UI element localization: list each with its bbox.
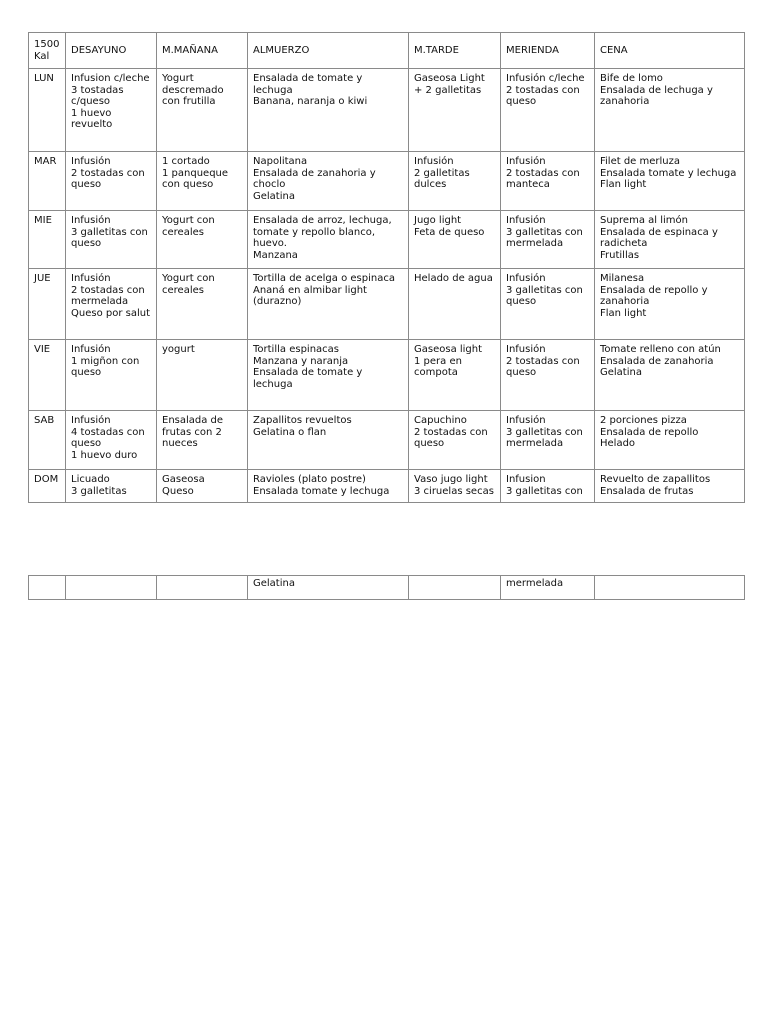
media-manana-cell: yogurt [157, 340, 248, 411]
media-tarde-cell: Gaseosa light 1 pera en compota [409, 340, 501, 411]
media-manana-cell: Yogurt descremado con frutilla [157, 69, 248, 152]
media-tarde-cell: Capuchino 2 tostadas con queso [409, 411, 501, 470]
media-tarde-cell: Infusión 2 galletitas dulces [409, 152, 501, 211]
cena-cell: Filet de merluza Ensalada tomate y lechuga Flan light [595, 152, 745, 211]
day-cell: SAB [29, 411, 66, 470]
almuerzo-cell: Tortilla de acelga o espinaca Ananá en almibar light (durazno) [248, 269, 409, 340]
media-manana-cell: 1 cortado 1 panqueque con queso [157, 152, 248, 211]
cena-cell: 2 porciones pizza Ensalada de repollo Helado [595, 411, 745, 470]
header-desayuno: DESAYUNO [66, 33, 157, 69]
desayuno-cell: Infusion c/leche 3 tostadas c/queso 1 huevo revuelto [66, 69, 157, 152]
media-tarde-cell: Vaso jugo light 3 ciruelas secas [409, 470, 501, 503]
day-cell: MAR [29, 152, 66, 211]
almuerzo-cell: Napolitana Ensalada de zanahoria y choclo Gelatina [248, 152, 409, 211]
cena-cell: Bife de lomo Ensalada de lechuga y zanahoria [595, 69, 745, 152]
header-row [29, 33, 745, 69]
header-cena: CENA [595, 33, 745, 69]
desayuno-cell [66, 576, 157, 600]
day-cell: LUN [29, 69, 66, 152]
meal-plan-table [28, 32, 745, 503]
day-cell: DOM [29, 470, 66, 503]
day-cell: JUE [29, 269, 66, 340]
cena-cell: Milanesa Ensalada de repollo y zanahoria Flan light [595, 269, 745, 340]
almuerzo-cell: Tortilla espinacas Manzana y naranja Ensalada de tomate y lechuga [248, 340, 409, 411]
cena-cell: Revuelto de zapallitos Ensalada de frutas [595, 470, 745, 503]
media-tarde-cell [409, 576, 501, 600]
media-tarde-cell: Helado de agua [409, 269, 501, 340]
table-row [29, 152, 745, 211]
merienda-cell: Infusión 2 tostadas con queso [501, 340, 595, 411]
merienda-cell: mermelada [501, 576, 595, 600]
media-manana-cell: Gaseosa Queso [157, 470, 248, 503]
cena-cell: Suprema al limón Ensalada de espinaca y radicheta Frutillas [595, 211, 745, 269]
media-manana-cell [157, 576, 248, 600]
media-manana-cell: Yogurt con cereales [157, 269, 248, 340]
merienda-cell: Infusion 3 galletitas con [501, 470, 595, 503]
cena-cell: Tomate relleno con atún Ensalada de zanahoria Gelatina [595, 340, 745, 411]
merienda-cell: Infusión 3 galletitas con queso [501, 269, 595, 340]
almuerzo-cell: Gelatina [248, 576, 409, 600]
merienda-cell: Infusión 3 galletitas con mermelada [501, 411, 595, 470]
day-cell: MIE [29, 211, 66, 269]
header-media-tarde: M.TARDE [409, 33, 501, 69]
almuerzo-cell: Ensalada de tomate y lechuga Banana, naranja o kiwi [248, 69, 409, 152]
merienda-cell: Infusión 3 galletitas con mermelada [501, 211, 595, 269]
header-calories: 1500 Kal [29, 33, 66, 69]
desayuno-cell: Infusión 2 tostadas con mermelada Queso por salut [66, 269, 157, 340]
cena-cell [595, 576, 745, 600]
table-row [29, 340, 745, 411]
table-row [29, 211, 745, 269]
table-row [29, 576, 745, 600]
header-merienda: MERIENDA [501, 33, 595, 69]
desayuno-cell: Infusión 1 migñon con queso [66, 340, 157, 411]
almuerzo-cell: Ravioles (plato postre) Ensalada tomate y lechuga [248, 470, 409, 503]
almuerzo-cell: Zapallitos revueltos Gelatina o flan [248, 411, 409, 470]
media-tarde-cell: Gaseosa Light + 2 galletitas [409, 69, 501, 152]
desayuno-cell: Licuado 3 galletitas [66, 470, 157, 503]
table-row [29, 69, 745, 152]
header-almuerzo: ALMUERZO [248, 33, 409, 69]
desayuno-cell: Infusión 3 galletitas con queso [66, 211, 157, 269]
header-media-manana: M.MAÑANA [157, 33, 248, 69]
table-row [29, 269, 745, 340]
media-manana-cell: Yogurt con cereales [157, 211, 248, 269]
table-row [29, 411, 745, 470]
desayuno-cell: Infusión 4 tostadas con queso 1 huevo duro [66, 411, 157, 470]
table-row [29, 470, 745, 503]
day-cell: VIE [29, 340, 66, 411]
desayuno-cell: Infusión 2 tostadas con queso [66, 152, 157, 211]
merienda-cell: Infusión 2 tostadas con manteca [501, 152, 595, 211]
media-tarde-cell: Jugo light Feta de queso [409, 211, 501, 269]
almuerzo-cell: Ensalada de arroz, lechuga, tomate y repollo blanco, huevo. Manzana [248, 211, 409, 269]
meal-plan-table-continuation [28, 575, 745, 600]
day-cell [29, 576, 66, 600]
merienda-cell: Infusión c/leche 2 tostadas con queso [501, 69, 595, 152]
media-manana-cell: Ensalada de frutas con 2 nueces [157, 411, 248, 470]
